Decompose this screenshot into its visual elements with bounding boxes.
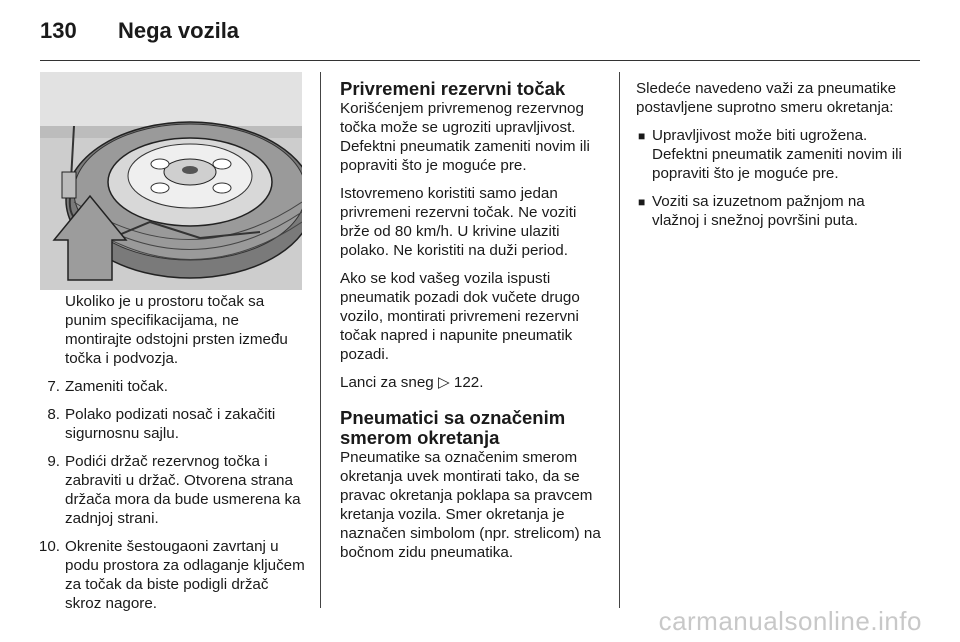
paragraph: Istovremeno koristiti samo jedan privremeni rezervni točak. Ne voziti brže od 80 km/h. U krivine ulaziti polako. Ne koristiti na duži period. (340, 185, 577, 259)
paragraph: Pneumatike sa označenim smerom okretanja uvek montirati tako, da se pravac okretanja poklapa sa pravcem kretanja vozila. Smer okretanja je naznačen simbolom (npr. strelicom) na bočnom zidu pneumatika. (340, 449, 601, 561)
triangle-arrow-icon: ▷ (437, 374, 450, 391)
chapter-title: Nega vozila (118, 18, 240, 43)
intro-paragraph: Ukoliko je u prostoru točak sa punim specifikacijama, ne montirajte odstojni prsten između točka i podvozja. (65, 293, 288, 367)
cross-reference-page: 122. (453, 374, 484, 391)
steps-list (40, 377, 306, 613)
step-text: Zameniti točak. (65, 378, 168, 395)
list-item (636, 126, 904, 183)
header-rule (40, 60, 920, 61)
column-divider-left (320, 72, 321, 608)
list-item (40, 537, 306, 613)
column-2 (340, 79, 608, 571)
section-heading-spare-wheel: Privremeni rezervni točak (340, 78, 566, 99)
step-number: 8. (47, 406, 60, 423)
list-item (40, 452, 306, 528)
list-item (40, 377, 306, 396)
watermark: carmanualsonline.info (658, 606, 922, 636)
cross-reference[interactable] (340, 373, 608, 392)
page-number: 130 (40, 18, 77, 43)
list-item (40, 405, 306, 443)
step-text: Podići držač rezervnog točka i zabraviti u držač. Otvorena strana držača mora da bude usmerena ka zadnjoj strani. (65, 453, 301, 527)
step-number: 7. (47, 378, 60, 395)
step-number: 9. (47, 453, 60, 470)
bullet-text: Upravljivost može biti ugrožena. Defektni pneumatik zameniti novim ili popraviti što je moguće pre. (652, 127, 902, 182)
column-3 (636, 79, 904, 239)
bullet-icon: ■ (638, 129, 646, 143)
paragraph: Ako se kod vašeg vozila ispusti pneumatik pozadi dok vučete drugo vozilo, montirati privremeni rezervni točak napred i napunite pneumatik pozadi. (340, 270, 580, 363)
paragraph: Sledeće navedeno važi za pneumatike postavljene suprotno smeru okretanja: (636, 80, 897, 116)
bullet-text: Voziti sa izuzetnom pažnjom na vlažnoj i snežnoj površini puta. (652, 193, 865, 229)
section-heading-directional-tires: Pneumatici sa označenim smerom okretanja (340, 407, 566, 448)
paragraph: Korišćenjem privremenog rezervnog točka može se ugroziti upravljivost. Defektni pneumatik zameniti novim ili popraviti što je moguće pre. (340, 100, 590, 174)
cross-reference-label: Lanci za sneg (340, 374, 434, 391)
step-text: Polako podizati nosač i zakačiti sigurnosnu sajlu. (65, 406, 276, 442)
list-item (636, 192, 904, 230)
spare-wheel-illustration (40, 72, 302, 290)
bullet-icon: ■ (638, 195, 646, 209)
column-divider-right (619, 72, 620, 608)
step-number: 10. (38, 538, 60, 555)
step-text: Okrenite šestougaoni zavrtanj u podu prostora za odlaganje ključem za točak da biste podigli držač skroz nagore. (65, 538, 305, 612)
bullet-list (636, 126, 904, 230)
column-1 (40, 292, 306, 622)
spare-wheel-icon (40, 72, 302, 290)
